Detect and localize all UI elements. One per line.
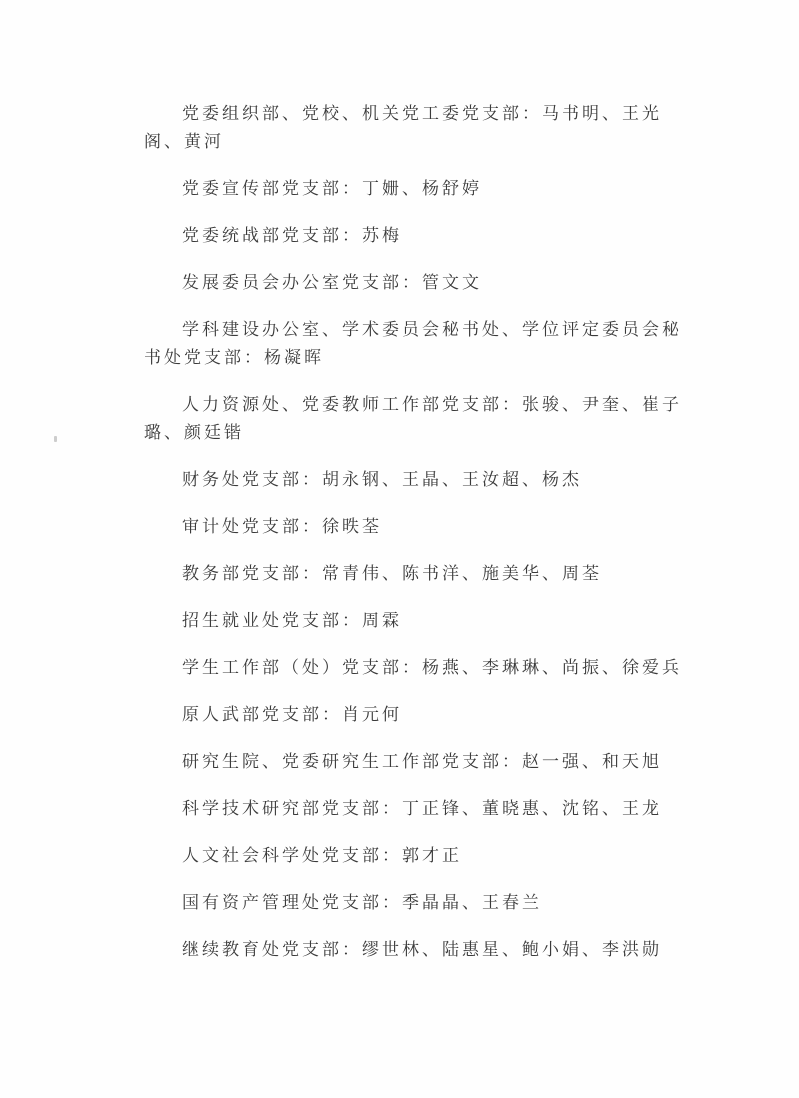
scan-speck (54, 436, 57, 442)
branch-paragraph: 财务处党支部：胡永钢、王晶、王汝超、杨杰 (182, 470, 582, 490)
branch-paragraph: 人文社会科学处党支部：郭才正 (182, 846, 462, 866)
branch-paragraph: 继续教育处党支部：缪世林、陆惠星、鲍小娟、李洪勋 (182, 940, 662, 960)
branch-paragraph: 党委宣传部党支部：丁姗、杨舒婷 (182, 179, 482, 199)
branch-paragraph: 研究生院、党委研究生工作部党支部：赵一强、和天旭 (182, 752, 662, 772)
branch-paragraph: 原人武部党支部：肖元何 (182, 705, 402, 725)
branch-paragraph: 科学技术研究部党支部：丁正锋、董晓惠、沈铭、王龙 (182, 799, 662, 819)
branch-paragraph: 学生工作部（处）党支部：杨燕、李琳琳、尚振、徐爱兵 (182, 658, 682, 678)
member-list (144, 100, 692, 983)
branch-paragraph: 国有资产管理处党支部：季晶晶、王春兰 (182, 893, 542, 913)
branch-paragraph: 招生就业处党支部：周霖 (182, 611, 402, 631)
branch-paragraph: 学科建设办公室、学术委员会秘书处、学位评定委员会秘书处党支部：杨凝晖 (144, 320, 682, 368)
branch-paragraph: 发展委员会办公室党支部：管文文 (182, 273, 482, 293)
branch-paragraph: 审计处党支部：徐昳荃 (182, 517, 382, 537)
branch-paragraph: 教务部党支部：常青伟、陈书洋、施美华、周荃 (182, 564, 602, 584)
branch-paragraph: 党委统战部党支部：苏梅 (182, 226, 402, 246)
branch-paragraph: 人力资源处、党委教师工作部党支部：张骏、尹奎、崔子璐、颜廷锴 (144, 395, 682, 443)
branch-paragraph: 党委组织部、党校、机关党工委党支部：马书明、王光阁、黄河 (144, 104, 662, 152)
